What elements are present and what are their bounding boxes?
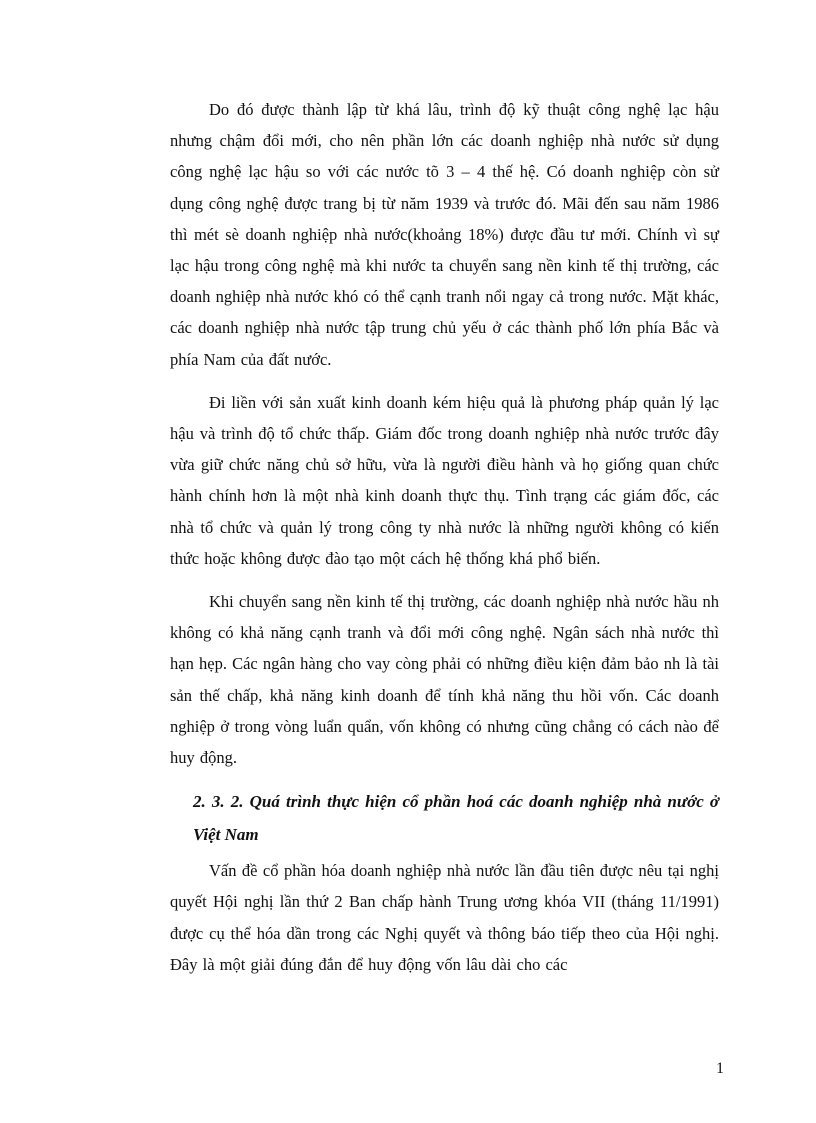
section-heading: 2. 3. 2. Quá trình thực hiện cổ phần hoá các doanh nghiệp nhà nước ở Việt Nam (193, 792, 719, 845)
section-paragraph: Vấn đề cổ phần hóa doanh nghiệp nhà nước lần đầu tiên được nêu tại nghị quyết Hội nghị lần thứ 2 Ban chấp hành Trung ương khóa VII (tháng 11/1991) được cụ thể hóa dần trong các Nghị quyết và thông báo tiếp theo của Hội nghị. Đây là một giải đúng đắn để huy động vốn lâu dài cho các (170, 861, 719, 974)
body-paragraph-technology: Do đó được thành lập từ khá lâu, trình độ kỹ thuật công nghệ lạc hậu nhưng chậm đổi mới, cho nên phần lớn các doanh nghiệp nhà nước sử dụng công nghệ lạc hậu so với các nước tõ 3 – 4 thế hệ. Có doanh nghiệp còn sử dụng công nghệ được trang bị từ năm 1939 và trước đó. Mãi đến sau năm 1986 thì mét sè doanh nghiệp nhà nước(khoảng 18%) được đầu tư mới. Chính vì sự lạc hậu trong công nghệ mà khi nước ta chuyển sang nền kinh tế thị trường, các doanh nghiệp nhà nước khó có thể cạnh tranh nổi ngay cả trong nước. Mặt khác, các doanh nghiệp nhà nước tập trung chủ yếu ở các thành phố lớn phía Bắc và phía Nam của đất nước. (170, 100, 719, 369)
body-paragraph-market-transition: Khi chuyển sang nền kinh tế thị trường, các doanh nghiệp nhà nước hầu nh không có khả năng cạnh tranh và đổi mới công nghệ. Ngân sách nhà nước thì hạn hẹp. Các ngân hàng cho vay còng phải có những điều kiện đảm bảo nh là tài sản thế chấp, khả năng kinh doanh để tính khả năng thu hồi vốn. Các doanh nghiệp ở trong vòng luẩn quẩn, vốn không có nhưng cũng chẳng có cách nào để huy động. (170, 592, 719, 768)
page-body (170, 94, 719, 992)
page-number: 1 (716, 1060, 724, 1077)
body-paragraph-management: Đi liền với sản xuất kinh doanh kém hiệu quả là phương pháp quản lý lạc hậu và trình độ tổ chức thấp. Giám đốc trong doanh nghiệp nhà nước trước đây vừa giữ chức năng chủ sở hữu, vừa là người điều hành và họ giống quan chức hành chính hơn là một nhà kinh doanh thực thụ. Tình trạng các giám đốc, các nhà tổ chức và quản lý trong công ty nhà nước là những người không có kiến thức hoặc không được đào tạo một cách hệ thống khá phổ biến. (170, 392, 719, 568)
